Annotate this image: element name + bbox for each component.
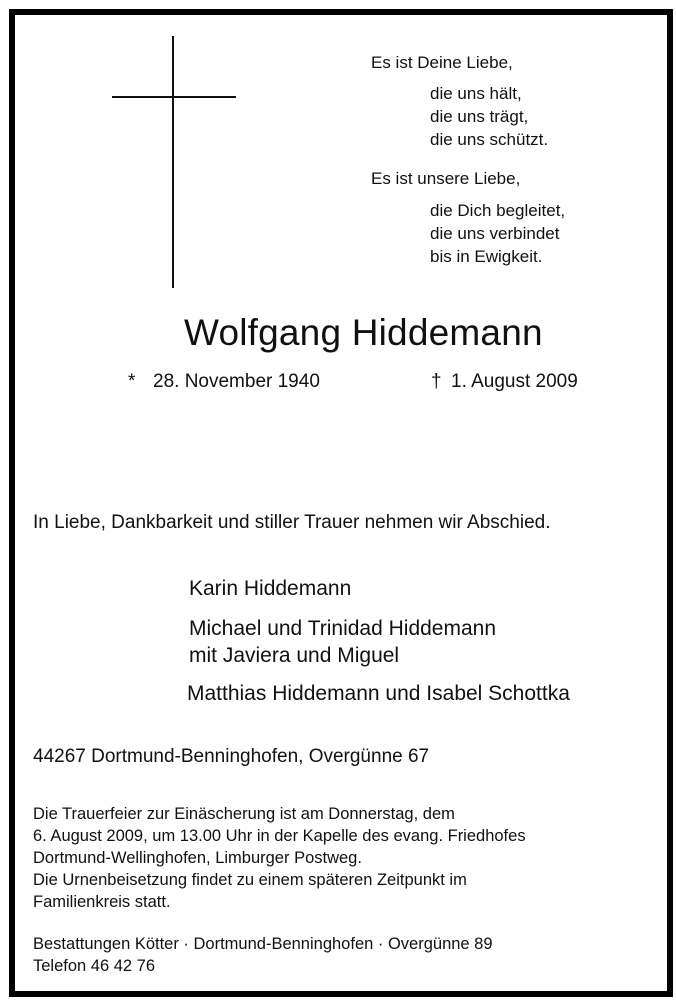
service-line: Die Trauerfeier zur Einäscherung ist am Donnerstag, dem	[33, 805, 455, 823]
poem-line: die uns verbindet	[430, 224, 560, 243]
poem-line: die uns schützt.	[430, 130, 549, 149]
family-member: Michael und Trinidad Hiddemann	[189, 617, 497, 640]
poem-line: die uns hält,	[430, 84, 522, 103]
poem-stanza2-head: Es ist unsere Liebe,	[371, 169, 521, 188]
deceased-name: Wolfgang Hiddemann	[184, 312, 543, 353]
farewell-line: In Liebe, Dankbarkeit und stiller Trauer nehmen wir Abschied.	[33, 512, 551, 533]
birth-symbol: *	[128, 371, 136, 392]
family-member: Karin Hiddemann	[189, 577, 352, 600]
service-line: Dortmund-Wellinghofen, Limburger Postweg.	[33, 849, 362, 867]
poem-stanza1-lines	[430, 82, 548, 151]
death-date: 1. August 2009	[451, 371, 578, 392]
funeral-home-line: Bestattungen Kötter · Dortmund-Benninghofen · Overgünne 89	[33, 935, 493, 953]
poem-line: bis in Ewigkeit.	[430, 247, 543, 266]
poem-line: die uns trägt,	[430, 107, 529, 126]
service-line: Familienkreis statt.	[33, 893, 171, 911]
service-line: Die Urnenbeisetzung findet zu einem späteren Zeitpunkt im	[33, 871, 467, 889]
death-symbol: †	[431, 371, 442, 392]
cross-icon-bar	[112, 96, 236, 98]
service-line: 6. August 2009, um 13.00 Uhr in der Kapelle des evang. Friedhofes	[33, 827, 526, 845]
family-member: Matthias Hiddemann und Isabel Schottka	[187, 682, 570, 705]
family-address: 44267 Dortmund-Benninghofen, Overgünne 67	[33, 746, 430, 767]
poem-stanza1-head: Es ist Deine Liebe,	[371, 53, 513, 72]
funeral-home	[33, 933, 493, 977]
poem-line: die Dich begleitet,	[430, 201, 566, 220]
poem-stanza2-lines	[430, 199, 565, 268]
cross-icon	[172, 36, 174, 288]
birth-date: 28. November 1940	[153, 371, 320, 392]
family-member: mit Javiera und Miguel	[189, 644, 400, 667]
service-info	[33, 803, 526, 913]
funeral-home-phone: Telefon 46 42 76	[33, 957, 156, 975]
